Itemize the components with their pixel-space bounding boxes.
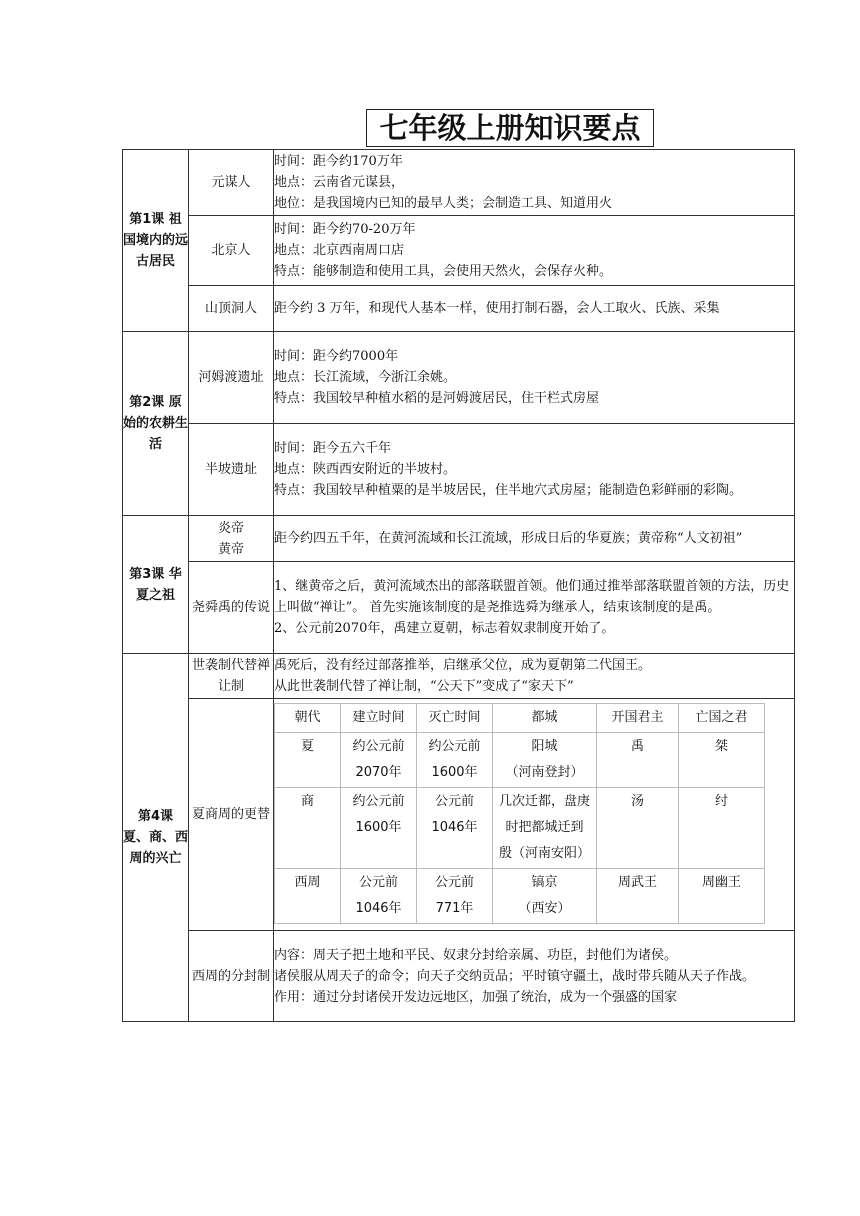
- topic-huangdi: 黄帝: [217, 541, 244, 557]
- cell-capital: [493, 733, 597, 788]
- header-dynasty: 朝代: [275, 704, 341, 733]
- table-row: [123, 286, 795, 332]
- cell-founded: [341, 733, 417, 788]
- cell-last-ruler: 纣: [679, 788, 765, 869]
- table-row: [275, 869, 765, 924]
- text-line: 公元前: [358, 875, 398, 890]
- lesson-2-label: 第2课 原始的农耕生活: [123, 332, 189, 516]
- content-hemudu: [274, 332, 795, 424]
- table-row: [123, 332, 795, 424]
- content-shanding: 距今约 3 万年，和现代人基本一样，使用打制石器，会人工取火、氏族、采集: [274, 286, 795, 332]
- text-line: 约公元前: [352, 794, 405, 809]
- table-row: [275, 788, 765, 869]
- topic-yuanmou: 元谋人: [189, 150, 274, 216]
- lesson-4-label: 第4课 夏、商、西周的兴亡: [123, 654, 189, 1022]
- text-line: 特点：我国较早种植粟的是半坡居民，住半地穴式房屋；能制造色彩鲜丽的彩陶。: [274, 483, 743, 498]
- lesson-1-label: 第1课 祖国境内的远古居民: [123, 150, 189, 332]
- text-line: 1、继黄帝之后，黄河流域杰出的部落联盟首领。他们通过推举部落联盟首领的方法，历史上叫做“禅让”。 首先实施该制度的是尧推选舜为继承人，结束该制度的是禹。: [274, 579, 790, 615]
- text-line: 内容：周天子把土地和平民、奴隶分封给亲属、功臣，封他们为诸侯。: [274, 947, 678, 963]
- text-line: 771年: [435, 901, 474, 916]
- topic-fenfeng: 西周的分封制: [189, 931, 274, 1022]
- knowledge-table: [122, 149, 795, 1022]
- content-shixi: [274, 654, 795, 699]
- content-banpo: [274, 424, 795, 516]
- topic-hemudu: 河姆渡遗址: [189, 332, 274, 424]
- dynasty-table: [274, 703, 765, 924]
- text-line: 镐京: [531, 875, 558, 890]
- cell-last-ruler: 桀: [679, 733, 765, 788]
- header-ended: 灭亡时间: [417, 704, 493, 733]
- table-row: [123, 424, 795, 516]
- content-gengti: [274, 699, 795, 931]
- text-line: 地点：长江流域，今浙江余姚。: [274, 370, 457, 385]
- cell-founder: 汤: [597, 788, 679, 869]
- table-row: [275, 704, 765, 733]
- cell-founder: 周武王: [597, 869, 679, 924]
- text-line: 特点：能够制造和使用工具，会使用天然火，会保存火种。: [274, 264, 613, 279]
- text-line: 1600年: [355, 820, 402, 835]
- text-line: 禹死后，没有经过部落推举，启继承父位，成为夏朝第二代国王。: [274, 658, 652, 673]
- text-line: 几次迁都，盘庚: [498, 794, 590, 809]
- text-line: 作用：通过分封诸侯开发边远地区，加强了统治，成为一个强盛的国家: [274, 989, 678, 1005]
- text-line: 地点：云南省元谋县，: [274, 175, 405, 190]
- text-line: 1600年: [431, 765, 478, 780]
- topic-yanhuang: [189, 516, 274, 562]
- text-line: 2070年: [355, 765, 402, 780]
- content-yuanmou: [274, 150, 795, 216]
- table-row: [123, 150, 795, 216]
- cell-capital: [493, 869, 597, 924]
- topic-beijing: 北京人: [189, 216, 274, 286]
- cell-founded: [341, 869, 417, 924]
- cell-founder: 禹: [597, 733, 679, 788]
- topic-banpo: 半坡遗址: [189, 424, 274, 516]
- text-line: 时间：距今约170万年: [274, 154, 403, 169]
- lesson-3-label: 第3课 华夏之祖: [123, 516, 189, 654]
- table-row: [123, 216, 795, 286]
- text-line: 时把都城迁到: [505, 820, 584, 835]
- topic-yaoshunyu: 尧舜禹的传说: [189, 562, 274, 654]
- cell-dynasty: 夏: [275, 733, 341, 788]
- text-line: （西安）: [518, 901, 571, 916]
- header-founder: 开国君主: [597, 704, 679, 733]
- table-row: [123, 931, 795, 1022]
- cell-ended: [417, 869, 493, 924]
- text-line: 特点：我国较早种植水稻的是河姆渡居民，住干栏式房屋: [274, 391, 600, 406]
- header-last-ruler: 亡国之君: [679, 704, 765, 733]
- content-yaoshunyu: [274, 562, 795, 654]
- page-title: 七年级上册知识要点: [366, 109, 654, 147]
- cell-last-ruler: 周幽王: [679, 869, 765, 924]
- text-line: 公元前: [434, 875, 474, 890]
- content-beijing: [274, 216, 795, 286]
- cell-ended: [417, 733, 493, 788]
- text-line: 时间：距今约7000年: [274, 349, 399, 364]
- text-line: 从此世袭制代替了禅让制，“公天下”变成了“家天下”: [274, 679, 574, 694]
- table-row: [123, 516, 795, 562]
- header-founded: 建立时间: [341, 704, 417, 733]
- text-line: 地位：是我国境内已知的最早人类；会制造工具、知道用火: [274, 196, 613, 211]
- cell-dynasty: 西周: [275, 869, 341, 924]
- text-line: 约公元前: [428, 739, 481, 754]
- text-line: （河南登封）: [505, 765, 584, 780]
- header-capital: 都城: [493, 704, 597, 733]
- table-row: [275, 733, 765, 788]
- text-line: 时间：距今约70-20万年: [274, 222, 416, 237]
- topic-shixi: 世袭制代替禅让制: [189, 654, 274, 699]
- cell-capital: [493, 788, 597, 869]
- topic-yandi: 炎帝: [217, 520, 244, 536]
- text-line: 诸侯服从周天子的命令；向天子交纳贡品；平时镇守疆土，战时带兵随从天子作战。: [274, 968, 756, 984]
- text-line: 殷（河南安阳）: [498, 846, 590, 861]
- text-line: 约公元前: [352, 739, 405, 754]
- table-row: [123, 562, 795, 654]
- cell-founded: [341, 788, 417, 869]
- text-line: 公元前: [434, 794, 474, 809]
- text-line: 2、公元前2070年，禹建立夏朝，标志着奴隶制度开始了。: [274, 621, 615, 636]
- content-fenfeng: [274, 931, 795, 1022]
- topic-shanding: 山顶洞人: [189, 286, 274, 332]
- cell-ended: [417, 788, 493, 869]
- topic-gengti: 夏商周的更替: [189, 699, 274, 931]
- text-line: 阳城: [531, 739, 558, 754]
- text-line: 1046年: [431, 820, 478, 835]
- content-yanhuang: 距今约四五千年，在黄河流域和长江流域，形成日后的华夏族；黄帝称“人文初祖”: [274, 516, 795, 562]
- table-row: [123, 699, 795, 931]
- text-line: 时间：距今五六千年: [274, 441, 392, 456]
- table-row: [123, 654, 795, 699]
- text-line: 1046年: [355, 901, 402, 916]
- text-line: 地点：陕西西安附近的半坡村。: [274, 462, 457, 477]
- text-line: 地点：北京西南周口店: [274, 243, 405, 258]
- cell-dynasty: 商: [275, 788, 341, 869]
